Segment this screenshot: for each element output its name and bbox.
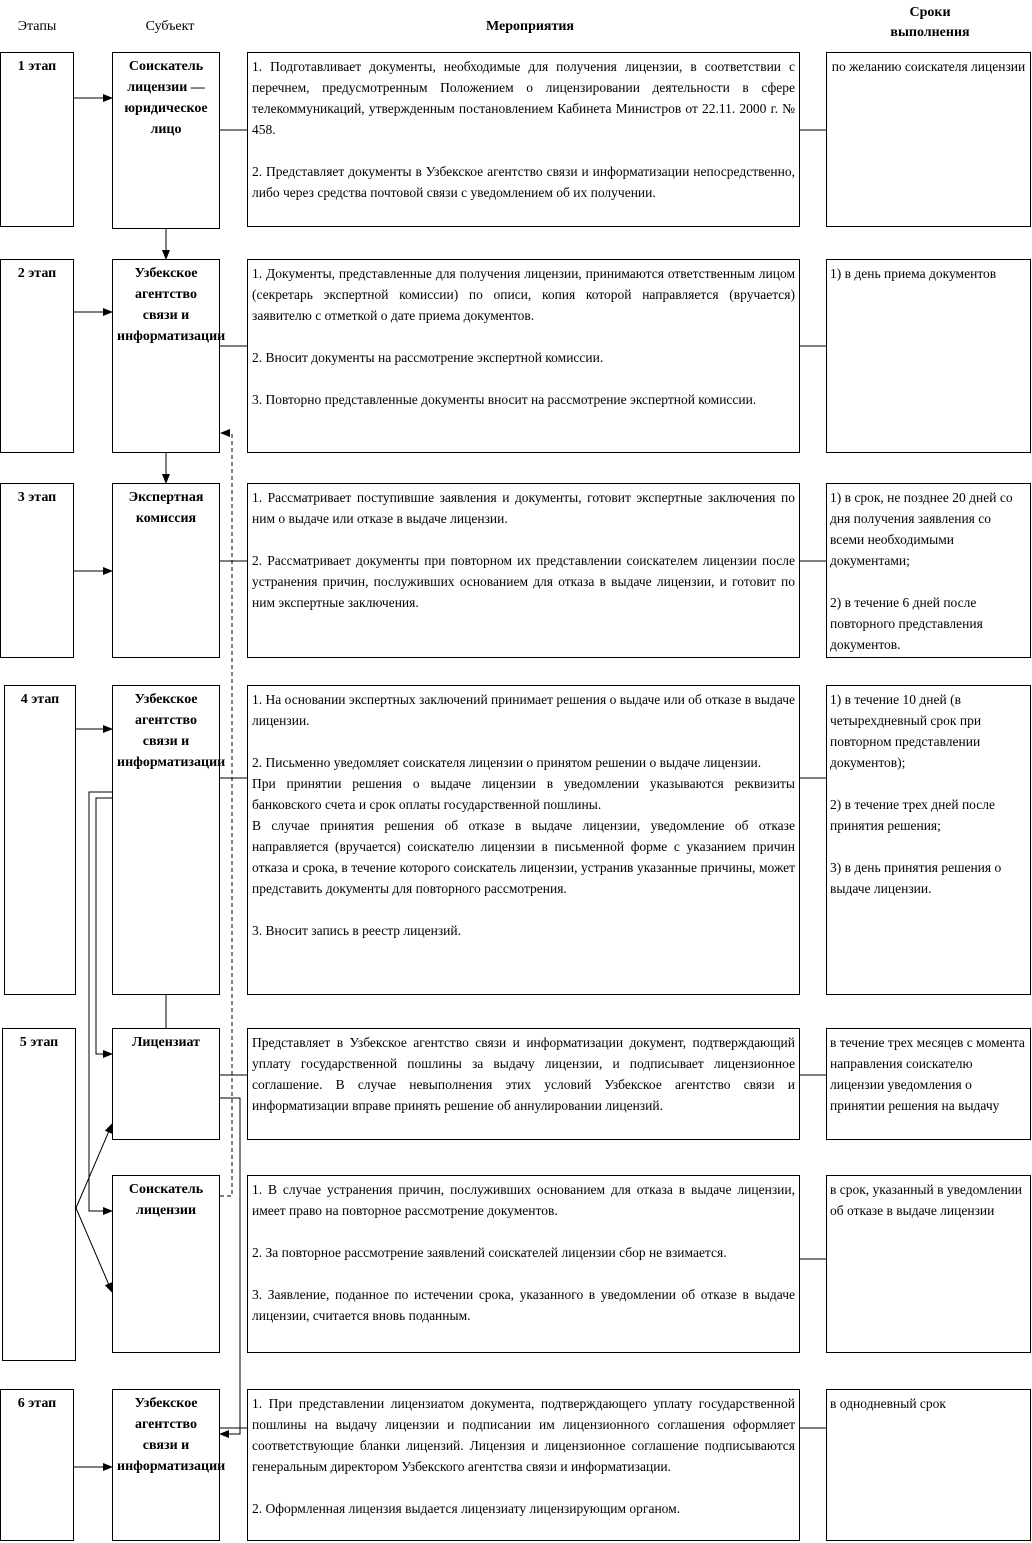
line-subj4-to-applicant: [89, 792, 112, 1211]
deadline-stage-4: 1) в течение 10 дней (в четырехдневный срок при повторном представлении документов); 2) в течение трех дней после принятия решения; 3) в день принятия решения о выдаче лицензии.: [826, 685, 1031, 995]
deadline-stage-2: 1) в день приема документов: [826, 259, 1031, 453]
stage-5: 5 этап: [2, 1028, 76, 1361]
deadline-stage-6: в однодневный срок: [826, 1389, 1031, 1541]
arrow-stage5-licensee: [76, 1124, 112, 1208]
subject-licensee: Лицензиат: [112, 1028, 220, 1140]
header-stages: Этапы: [17, 19, 57, 34]
header-deadlines: Сроки выполнения: [890, 5, 970, 40]
subject-agency-stage-6: Узбекское агентство связи и информатизации: [112, 1389, 220, 1541]
activities-applicant: 1. В случае устранения причин, послуживших основанием для отказа в выдаче лицензии, имеет право на повторное рассмотрение документов. 2. За повторное рассмотрение заявлений соискателей лицензии сбор не взимается. 3. Заявление, поданное по истечении срока, указанного в уведомлении об отказе в выдаче лицензии, считается вновь поданным.: [247, 1175, 800, 1353]
arrow-stage5-applicant: [76, 1208, 112, 1292]
deadline-licensee: в течение трех месяцев с момента направления соискателю лицензии уведомления о принятии решения на выдачу: [826, 1028, 1031, 1140]
header-subject: Субъект: [145, 19, 195, 34]
stage-1: 1 этап: [0, 52, 74, 227]
dashed-return-to-stage2: [220, 433, 232, 1196]
activities-stage-6: 1. При представлении лицензиатом документа, подтверждающего уплату государственной пошлины на выдачу лицензии и подписании им лицензионного соглашения оформляет соответствующие бланки лицензий. Лицензия и лицензионное соглашение подписываются генеральным директором Узбекского агентства связи и информатизации. 2. Оформленная лицензия выдается лицензиату лицензирующим органом.: [247, 1389, 800, 1541]
activities-stage-3: 1. Рассматривает поступившие заявления и документы, готовит экспертные заключения по ним о выдаче или отказе в выдаче лицензии. 2. Рассматривает документы при повторном их представлении соискателем лицензии после устранения причин, послуживших основанием для отказа в выдаче лицензии, и готовит по ним экспертные заключения.: [247, 483, 800, 658]
deadline-stage-3: 1) в срок, не позднее 20 дней со дня получения заявления со всеми необходимыми документами; 2) в течение 6 дней после повторного представления документов.: [826, 483, 1031, 658]
stage-3: 3 этап: [0, 483, 74, 658]
activities-stage-4: 1. На основании экспертных заключений принимает решения о выдаче или об отказе в выдаче лицензии. 2. Письменно уведомляет соискателя лицензии о принятом решении о выдаче лицензии. При принятии решения о выдаче лицензии в уведомлении указываются реквизиты банковского счета и срок оплаты государственной пошлины. В случае принятия решения об отказе в выдаче лицензии, уведомление об отказе направляется (вручается) соискателю лицензии в письменной форме с указанием причин отказа и срока, в течение которого соискатель лицензии, устранив указанные причины, может представить документы для повторного рассмотрения. 3. Вносит запись в реестр лицензий.: [247, 685, 800, 995]
stage-6: 6 этап: [0, 1389, 74, 1541]
subject-applicant: Соискатель лицензии: [112, 1175, 220, 1353]
subject-agency-stage-2: Узбекское агентство связи и информатизации: [112, 259, 220, 453]
deadline-stage-1: по желанию соискателя лицензии: [826, 52, 1031, 227]
stage-2: 2 этап: [0, 259, 74, 453]
header-activities: Мероприятия: [485, 19, 575, 34]
subject-expert-commission: Экспертная комиссия: [112, 483, 220, 658]
subject-applicant-legal-entity: Соискатель лицензии — юридическое лицо: [112, 52, 220, 229]
subject-agency-stage-4: Узбекское агентство связи и информатизации: [112, 685, 220, 995]
stage-4: 4 этап: [4, 685, 76, 995]
line-licensee-to-stage6: [219, 1098, 240, 1434]
activities-stage-1: 1. Подготавливает документы, необходимые для получения лицензии, в соответствии с перечнем, предусмотренным Положением о лицензировании деятельности в сфере телекоммуникаций, утвержденным постановлением Кабинета Министров от 22.11. 2000 г. № 458. 2. Представляет документы в Узбекское агентство связи и информатизации непосредственно, либо через средства почтовой связи с уведомлением об их получении.: [247, 52, 800, 227]
line-subj4-to-licensee: [96, 798, 112, 1054]
activities-stage-2: 1. Документы, представленные для получения лицензии, принимаются ответственным лицом (секретарь экспертной комиссии) по описи, копия которой направляется (вручается) заявителю с отметкой о дате приема документов. 2. Вносит документы на рассмотрение экспертной комиссии. 3. Повторно представленные документы вносит на рассмотрение экспертной комиссии.: [247, 259, 800, 453]
deadline-applicant: в срок, указанный в уведомлении об отказе в выдаче лицензии: [826, 1175, 1031, 1353]
activities-licensee: Представляет в Узбекское агентство связи и информатизации документ, подтверждающий уплату государственной пошлины за выдачу лицензии, и подписывает лицензионное соглашение. В случае невыполнения этих условий Узбекское агентство связи и информатизации вправе принять решение об аннулировании лицензий.: [247, 1028, 800, 1140]
